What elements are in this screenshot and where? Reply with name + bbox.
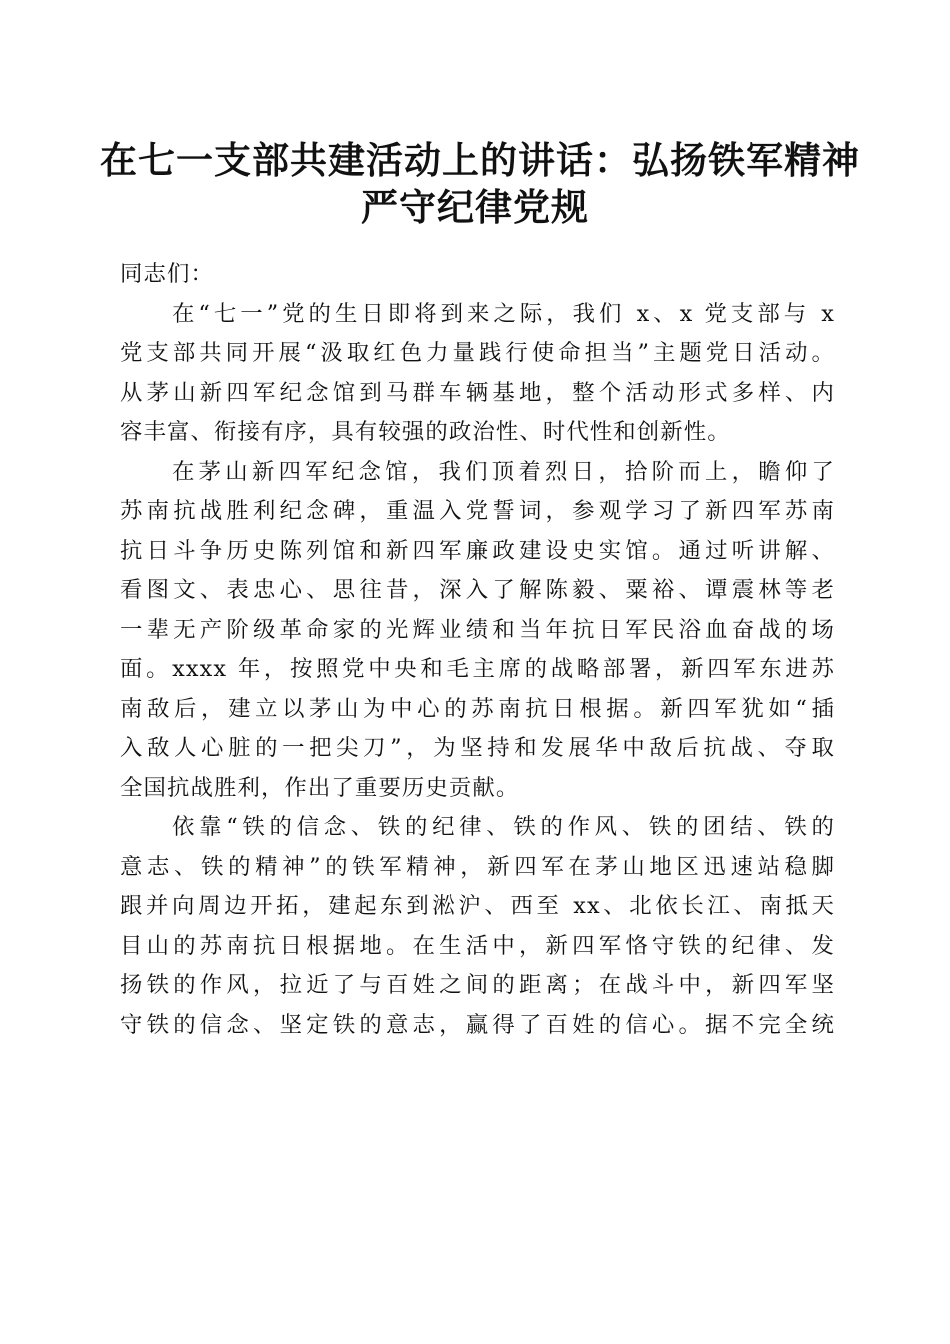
paragraph-1 [120,295,835,453]
paragraph-line: 跟并向周边开拓，建起东到淞沪、西至 xx、北依长江、南抵天 [120,893,835,919]
paragraph-line: 在“七一”党的生日即将到来之际，我们 x、x 党支部与 x [172,300,835,327]
document-title-line-1: 在七一支部共建活动上的讲话：弘扬铁军精神 [100,138,860,182]
paragraph-line: 意志、铁的精神”的铁军精神，新四军在茅山地区迅速站稳脚 [120,853,835,880]
paragraph-line: 面。xxxx 年，按照党中央和毛主席的战略部署，新四军东进苏 [120,656,835,682]
paragraph-line: 目山的苏南抗日根据地。在生活中，新四军恪守铁的纪律、发 [120,932,835,959]
paragraph-line: 全国抗战胜利，作出了重要历史贡献。 [120,774,520,801]
paragraph-line: 一辈无产阶级革命家的光辉业绩和当年抗日军民浴血奋战的场 [120,616,835,643]
paragraph-line: 依靠“铁的信念、铁的纪律、铁的作风、铁的团结、铁的 [172,814,835,840]
greeting: 同志们： [120,261,214,287]
paragraph-line: 南敌后，建立以茅山为中心的苏南抗日根据。新四军犹如“插 [120,695,835,722]
paragraph-line: 入敌人心脏的一把尖刀”，为坚持和发展华中敌后抗战、夺取 [120,735,835,761]
paragraph-line: 容丰富、衔接有序，具有较强的政治性、时代性和创新性。 [120,419,731,445]
paragraph-line: 苏南抗战胜利纪念碑，重温入党誓词，参观学习了新四军苏南 [120,498,835,524]
paragraph-line: 从茅山新四军纪念馆到马群车辆基地，整个活动形式多样、内 [120,379,835,406]
paragraph-line: 看图文、表忠心、思往昔，深入了解陈毅、粟裕、谭震林等老 [120,577,835,603]
paragraph-line: 党支部共同开展“汲取红色力量践行使命担当”主题党日活动。 [120,340,835,366]
paragraph-line: 在茅山新四军纪念馆，我们顶着烈日，拾阶而上，瞻仰了 [172,458,835,485]
paragraph-line: 守铁的信念、坚定铁的意志，赢得了百姓的信心。据不完全统 [120,1011,835,1038]
paragraph-2 [120,453,835,809]
document-title-line-2: 严守纪律党规 [361,185,589,229]
document-body [120,255,835,1045]
paragraph-line: 扬铁的作风，拉近了与百姓之间的距离；在战斗中，新四军坚 [120,972,835,998]
paragraph-line: 抗日斗争历史陈列馆和新四军廉政建设史实馆。通过听讲解、 [120,537,835,564]
paragraph-3 [120,808,835,1045]
